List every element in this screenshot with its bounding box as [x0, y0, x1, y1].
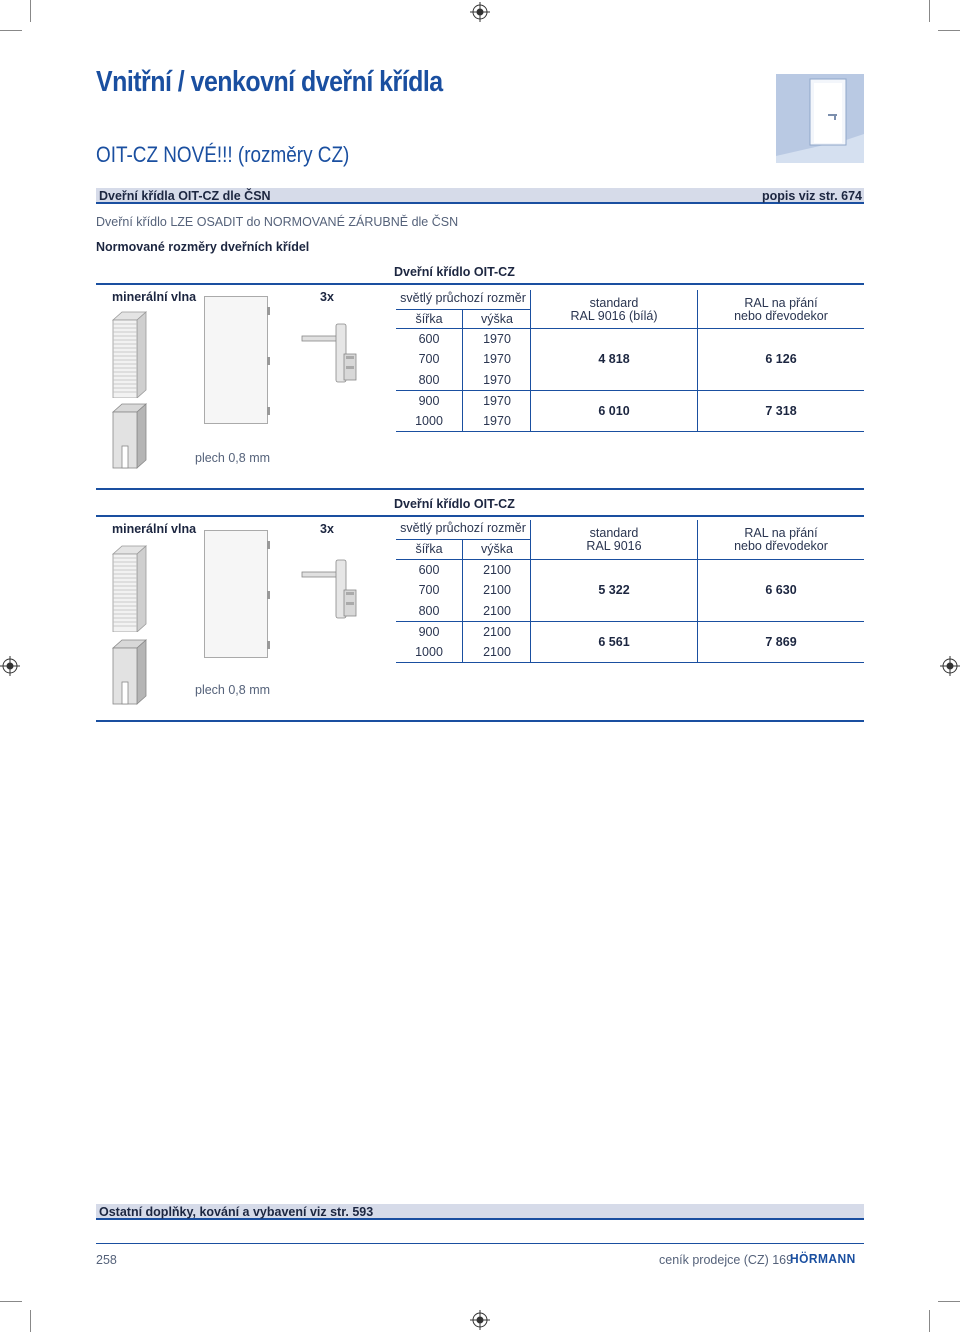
registration-mark-bottom [470, 1310, 490, 1330]
block1-row3-height: 1970 [483, 373, 511, 387]
block2-col-height: výška [481, 542, 513, 556]
hormann-logo: HÖRMANN [790, 1251, 856, 1266]
block1-row4-width: 900 [418, 394, 440, 408]
block2-price-ral-1: 6 630 [765, 583, 797, 597]
registration-mark-top [470, 2, 490, 22]
section-bar-left: Dveřní křídla OIT-CZ dle ČSN [99, 189, 271, 203]
note-osadit: Dveřní křídlo LZE OSADIT do NORMOVANÉ ZÁRUBNĚ dle ČSN [96, 215, 459, 229]
block2-row1-height: 2100 [483, 563, 511, 577]
block1-col-height: výška [481, 312, 513, 326]
block1-hinge-count: 3x [320, 290, 334, 304]
block1-row5-width: 1000 [415, 414, 443, 428]
block2-std-header-2: RAL 9016 [586, 539, 642, 553]
block1-hinge-illustration [300, 320, 362, 386]
block2-row5-height: 2100 [483, 645, 511, 659]
block2-row5-width: 1000 [415, 645, 443, 659]
block1-sheet-label: plech 0,8 mm [195, 451, 271, 465]
registration-mark-left [0, 656, 20, 676]
block2-row2-height: 2100 [483, 583, 511, 597]
block2-door-leaf [204, 530, 268, 658]
block1-heading: Dveřní křídlo OIT-CZ [394, 265, 515, 279]
pricelist-label: ceník prodejce (CZ) 169 [659, 1253, 794, 1267]
block1-row1-width: 600 [418, 332, 440, 346]
block1-price-std-1: 4 818 [598, 352, 630, 366]
block1-std-header-2: RAL 9016 (bílá) [570, 309, 658, 323]
block2-hinge-count: 3x [320, 522, 334, 536]
note-normovane: Normované rozměry dveřních křídel [96, 240, 310, 254]
block2-price-std-1: 5 322 [598, 583, 630, 597]
block1-price-std-2: 6 010 [598, 404, 630, 418]
block1-mineral-wool-illustration [110, 310, 152, 398]
block1-row1-height: 1970 [483, 332, 511, 346]
block2-row2-width: 700 [418, 583, 440, 597]
block2-heading: Dveřní křídlo OIT-CZ [394, 497, 515, 511]
block1-row5-height: 1970 [483, 414, 511, 428]
block1-fill-label: minerální vlna [112, 290, 197, 304]
block2-price-std-2: 6 561 [598, 635, 630, 649]
block1-steel-profile-illustration [110, 402, 152, 470]
block2-size-header: světlý průchozí rozměr [400, 521, 526, 535]
registration-mark-right [940, 656, 960, 676]
footer-bar-text: Ostatní doplňky, kování a vybavení viz str. 593 [99, 1205, 374, 1219]
block2-row1-width: 600 [418, 563, 440, 577]
block2-ral-header-1: RAL na přání [744, 526, 818, 540]
block1-ral-header-2: nebo dřevodekor [734, 309, 828, 323]
block2-std-header-1: standard [589, 526, 639, 540]
block2-steel-profile-illustration [110, 638, 152, 706]
door-photo [776, 74, 864, 163]
block2-mineral-wool-illustration [110, 544, 152, 632]
block2-price-ral-2: 7 869 [765, 635, 797, 649]
footer-bar [96, 1204, 864, 1220]
block2-row3-height: 2100 [483, 604, 511, 618]
block1-col-width: šířka [415, 312, 443, 326]
block2-fill-label: minerální vlna [112, 522, 197, 536]
block1-std-header-1: standard [589, 296, 639, 310]
page-number: 258 [96, 1253, 117, 1267]
block1-row2-width: 700 [418, 352, 440, 366]
block2-row3-width: 800 [418, 604, 440, 618]
block2-col-width: šířka [415, 542, 443, 556]
block2-ral-header-2: nebo dřevodekor [734, 539, 828, 553]
block1-row3-width: 800 [418, 373, 440, 387]
block2-sheet-label: plech 0,8 mm [195, 683, 271, 697]
block1-row4-height: 1970 [483, 394, 511, 408]
block2-row4-height: 2100 [483, 625, 511, 639]
block2-row4-width: 900 [418, 625, 440, 639]
page-title: Vnitřní / venkovní dveřní křídla [96, 66, 443, 98]
section-bar [96, 188, 864, 204]
block1-door-leaf [204, 296, 268, 424]
block1-price-ral-2: 7 318 [765, 404, 797, 418]
block1-size-header: světlý průchozí rozměr [400, 291, 526, 305]
block2-hinge-illustration [300, 556, 362, 622]
block1-price-ral-1: 6 126 [765, 352, 797, 366]
page-subtitle: OIT-CZ NOVÉ!!! (rozměry CZ) [96, 142, 350, 167]
section-bar-right: popis viz str. 674 [761, 189, 862, 203]
block1-ral-header-1: RAL na přání [744, 296, 818, 310]
block1-row2-height: 1970 [483, 352, 511, 366]
